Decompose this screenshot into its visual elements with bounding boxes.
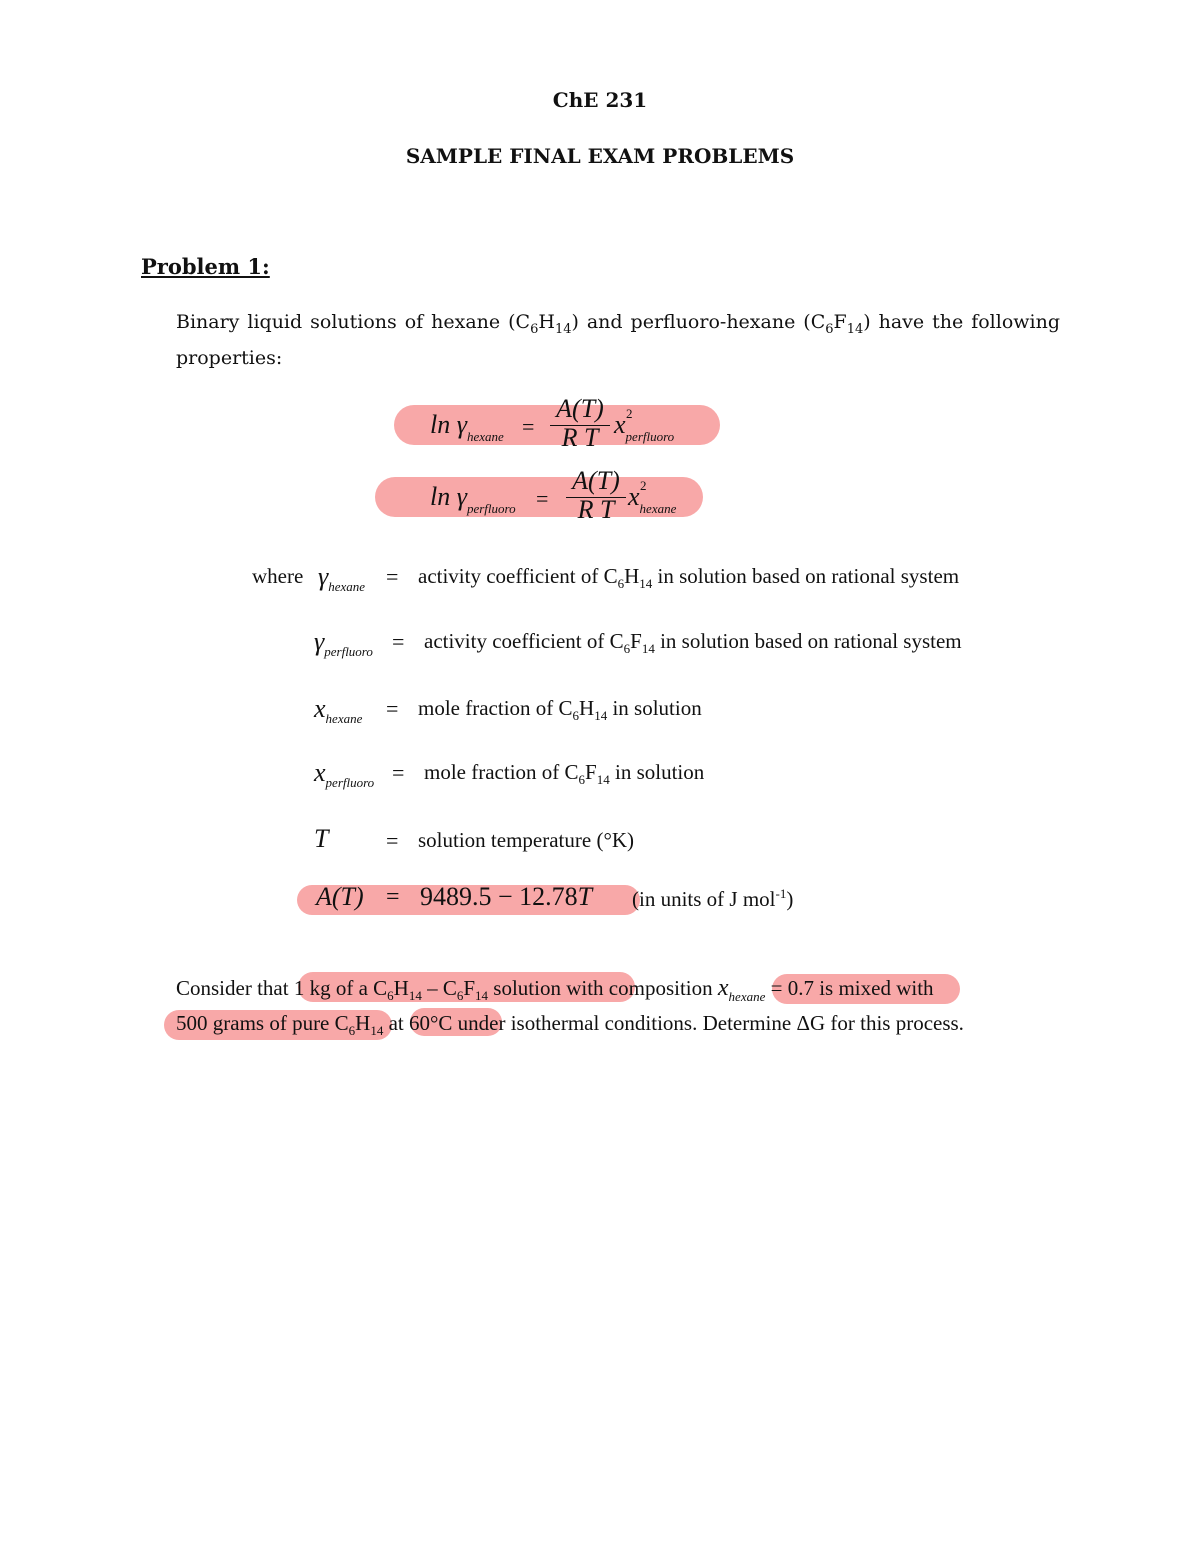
problem-heading: Problem 1: [141,254,270,279]
definition-x-hexane: $x_{hexane}$ = mole fraction of $C_6H_{14}$ in solution [314,694,702,726]
where-label: where [252,564,304,588]
equation-2-x: x 2 $_{hexane}$ [628,478,677,516]
definition-x-perfluoro: $x_{perfluoro}$ = mole fraction of $C_6F_{14}$ in solution [314,758,705,790]
closing-line-2: 500 grams of pure $C_6H_{14}$ at 60°C under isothermal conditions. Determine ΔG for this process. [176,1011,964,1039]
equation-1-fraction: A(T) R T [550,394,610,453]
a-of-t-equation: A(T) = 9489.5 − 12.78T (in units of J mol$^{-1}$) [316,882,794,911]
equation-1-equals: = [522,414,535,439]
course-title: ChE 231 [552,88,648,112]
equation-1-lhs: $\ln \gamma_{hexane}$ [430,410,504,444]
equation-2-lhs: $\ln \gamma_{perfluoro}$ [430,482,516,516]
definition-gamma-perfluoro: $\gamma_{perfluoro}$ = activity coefficient of $C_6F_{14}$ in solution based on rational system [314,627,962,659]
equation-2-equals: = [536,486,549,511]
document-title: SAMPLE FINAL EXAM PROBLEMS [405,144,795,168]
definition-gamma-hexane: $\gamma_{hexane}$ = activity coefficient of $C_6H_{14}$ in solution based on rational system [318,562,960,594]
equation-2-fraction: A(T) R T [566,466,626,525]
closing-line-1: Consider that 1 kg of a $C_6H_{14} - C_6F_{14}$ solution with composition $x_{hexane} = 0.7$ is mixed with [176,975,934,1004]
problem-intro: Binary liquid solutions of hexane $(C_6H_{14})$ and perfluoro-hexane $(C_6F_{14})$ have the following properties: [176,311,1060,369]
equation-1-x: x 2 $_{perfluoro}$ [614,406,675,444]
definition-temperature: T = solution temperature (°K) [314,824,634,853]
